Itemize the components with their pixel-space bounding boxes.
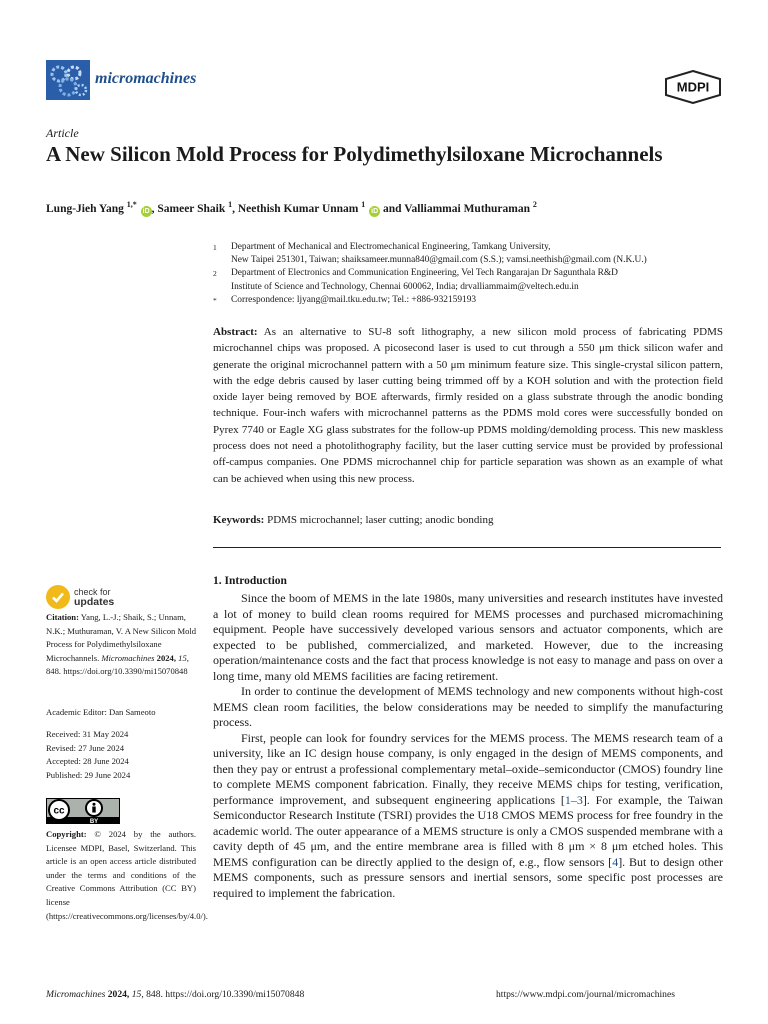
footer-journal-url[interactable]: https://www.mdpi.com/journal/micromachines [496, 989, 675, 1000]
abstract-label: Abstract: [213, 326, 258, 338]
dates [46, 728, 206, 782]
author-name: Lung-Jieh Yang [46, 202, 124, 215]
footer-doi-link[interactable]: , 848. https://doi.org/10.3390/mi15070848 [141, 989, 305, 1000]
author-affil-mark: 1,* [126, 200, 137, 209]
cc-by-license-icon[interactable] [46, 798, 120, 824]
accepted-date: Accepted: 28 June 2024 [46, 756, 129, 767]
svg-text:cc: cc [53, 805, 65, 817]
citation: Citation: Yang, L.-J.; Shaik, S.; Unnam, N.K.; Muthuraman, V. A New Silicon Mold Process for Polydimethylsiloxane Microchannels. Micromachines 2024, 15, 848. https://doi.org/10.3390/mi15070848 [46, 612, 197, 677]
keywords [213, 514, 723, 526]
citation-doi-link[interactable]: , 848. https://doi.org/10.3390/mi15070848 [46, 652, 189, 677]
body-text [213, 591, 723, 901]
divider [213, 547, 721, 548]
section-heading: 1. Introduction [213, 575, 287, 587]
paragraph: In order to continue the development of MEMS technology and new components without high-cost MEMS clean room facilities, the below considerations may be needed to simplify the manufacturing process. [213, 684, 723, 729]
revised-date: Revised: 27 June 2024 [46, 742, 125, 753]
affiliation-item: 2 Department of Electronics and Communication Engineering, Vel Tech Rangarajan Dr Sagunthala R&D Institute of Science and Technology, Chennai 600062, India; drvalliammaim@veltech.edu.in [213, 268, 618, 292]
author-list: Lung-Jieh Yang $^{1,*}$ iD , Sameer Shaik $^1$, Neethish Kumar Unnam $^1$ iD and Valliammai Muthuraman $^2$ [46, 200, 537, 215]
affiliation-item: 1 Department of Mechanical and Electromechanical Engineering, Tamkang University, New Taipei 251301, Taiwan; shaiksameer.munna840@gmail.com (S.S.); vamsi.neethish@gmail.com (N.K.U.) [213, 242, 647, 266]
keywords-text: PDMS microchannel; laser cutting; anodic bonding [267, 514, 494, 526]
reference-link[interactable]: 4 [612, 854, 619, 869]
abstract [213, 324, 723, 487]
page-title: A New Silicon Mold Process for Polydimethylsiloxane Microchannels [46, 142, 663, 166]
journal-name: micromachines [95, 70, 197, 87]
received-date: Received: 31 May 2024 [46, 729, 129, 739]
paragraph: First, people can look for foundry services for the MEMS process. The MEMS research team of a university, like an IC design house company, is only engaged in the design of MEMS components, and then they pay or entrust a professional complementary metal–oxide–semiconductor (CMOS) foundry line to complete MEMS component fabrication. Finally, they receive MEMS chips for testing, verification, performance improvement, and subsequent engineering applications [1–3]. For example, the Taiwan Semiconductor Research Institute (TSRI) provides the U18 CMOS MEMS process for free foundry in the academic world. The outer appearance of a MEMS structure is only a CMOS suspended membrane with a cavity depth of 45 μm, and the entire membrane area is filled with 8 μm × 8 μm etched holes. This MEMS configuration can be directly applied to the design of, e.g., flow sensors [4]. But to design other MEMS components, such as pressure sensors and inertial sensors, some specific post processes are required to implement the fabrication. [213, 730, 723, 900]
orcid-icon[interactable]: iD [371, 207, 379, 215]
keywords-label: Keywords: [213, 514, 265, 526]
author-affil-mark: 2 [532, 200, 537, 209]
cc-by-label: BY [89, 819, 99, 824]
check-for-updates-icon [46, 585, 70, 609]
mdpi-logo-icon [664, 70, 722, 104]
academic-editor: Academic Editor: Dan Sameoto [46, 707, 156, 717]
reference-link[interactable]: 1–3 [564, 792, 583, 807]
publisher-name: MDPI [676, 79, 710, 95]
copyright: Copyright: © 2024 by the authors. Licensee MDPI, Basel, Switzerland. This article is an open access article distributed under the terms and conditions of the Creative Commons Attribution (CC BY) license (https://creativecommons.org/licenses/by/4.0/). [46, 829, 208, 921]
published-date: Published: 29 June 2024 [46, 769, 131, 780]
author-name: Valliammai Muthuraman [404, 202, 531, 215]
orcid-icon[interactable]: iD [142, 207, 150, 215]
article-type: Article [46, 126, 79, 140]
abstract-text: As an alternative to SU-8 soft lithography, a new silicon mold process of fabricating PDMS microchannel chips was proposed. A picosecond laser is used to cut through a 550 μm thick silicon wafer and generate the original microchannel pattern with a 50 μm minimum feature size. This single-crystal silicon pattern, with the edge debris caused by laser cutting being trimmed off by a KOH solution and with the protection field oxide layer being removed by BOE afterwards, firmly resided on a glass substrate through the anodic bonding technique. Four-inch wafers with microchannel patterns as the PDMS mold cores were successfully bonded on Pyrex 7740 or Eagle XG glass substrates for the follow-up PDMS molding/demolding process. This new maskless process does not need a photolithography facility, but the laser cutting service must be provided by professional off-campus companies. One PDMS microchannel chip for particle separation was shown as an example of what can be achieved when using this new process. [213, 326, 723, 485]
correspondence: * Correspondence: ljyang@mail.tku.edu.tw; Tel.: +886-932159193 [213, 294, 477, 305]
journal-logo-icon [46, 60, 90, 100]
author-affil-mark: 1 [361, 200, 366, 209]
author-affil-mark: 1 [228, 200, 233, 209]
check-for-updates-button[interactable]: check for updates [46, 585, 166, 611]
paragraph: Since the boom of MEMS in the late 1980s, many universities and research institutes have invested a lot of money to build clean rooms required for MEMS processes and purchased micromachining equipment. People have successively developed various sensors and actuator components, which are expected to be published, commercialized, and marketed. However, due to the increasing operation/maintenance costs and the fact that process knowledge is not easy to manage and pass on over a long time, many old MEMS facilities are facing retirement. [213, 591, 723, 683]
footer-citation: Micromachines 2024, 15, 848. https://doi.org/10.3390/mi15070848 [46, 989, 305, 1000]
author-name: Sameer Shaik [157, 202, 226, 215]
author-name: Neethish Kumar Unnam [237, 202, 359, 215]
affiliations [213, 241, 733, 307]
